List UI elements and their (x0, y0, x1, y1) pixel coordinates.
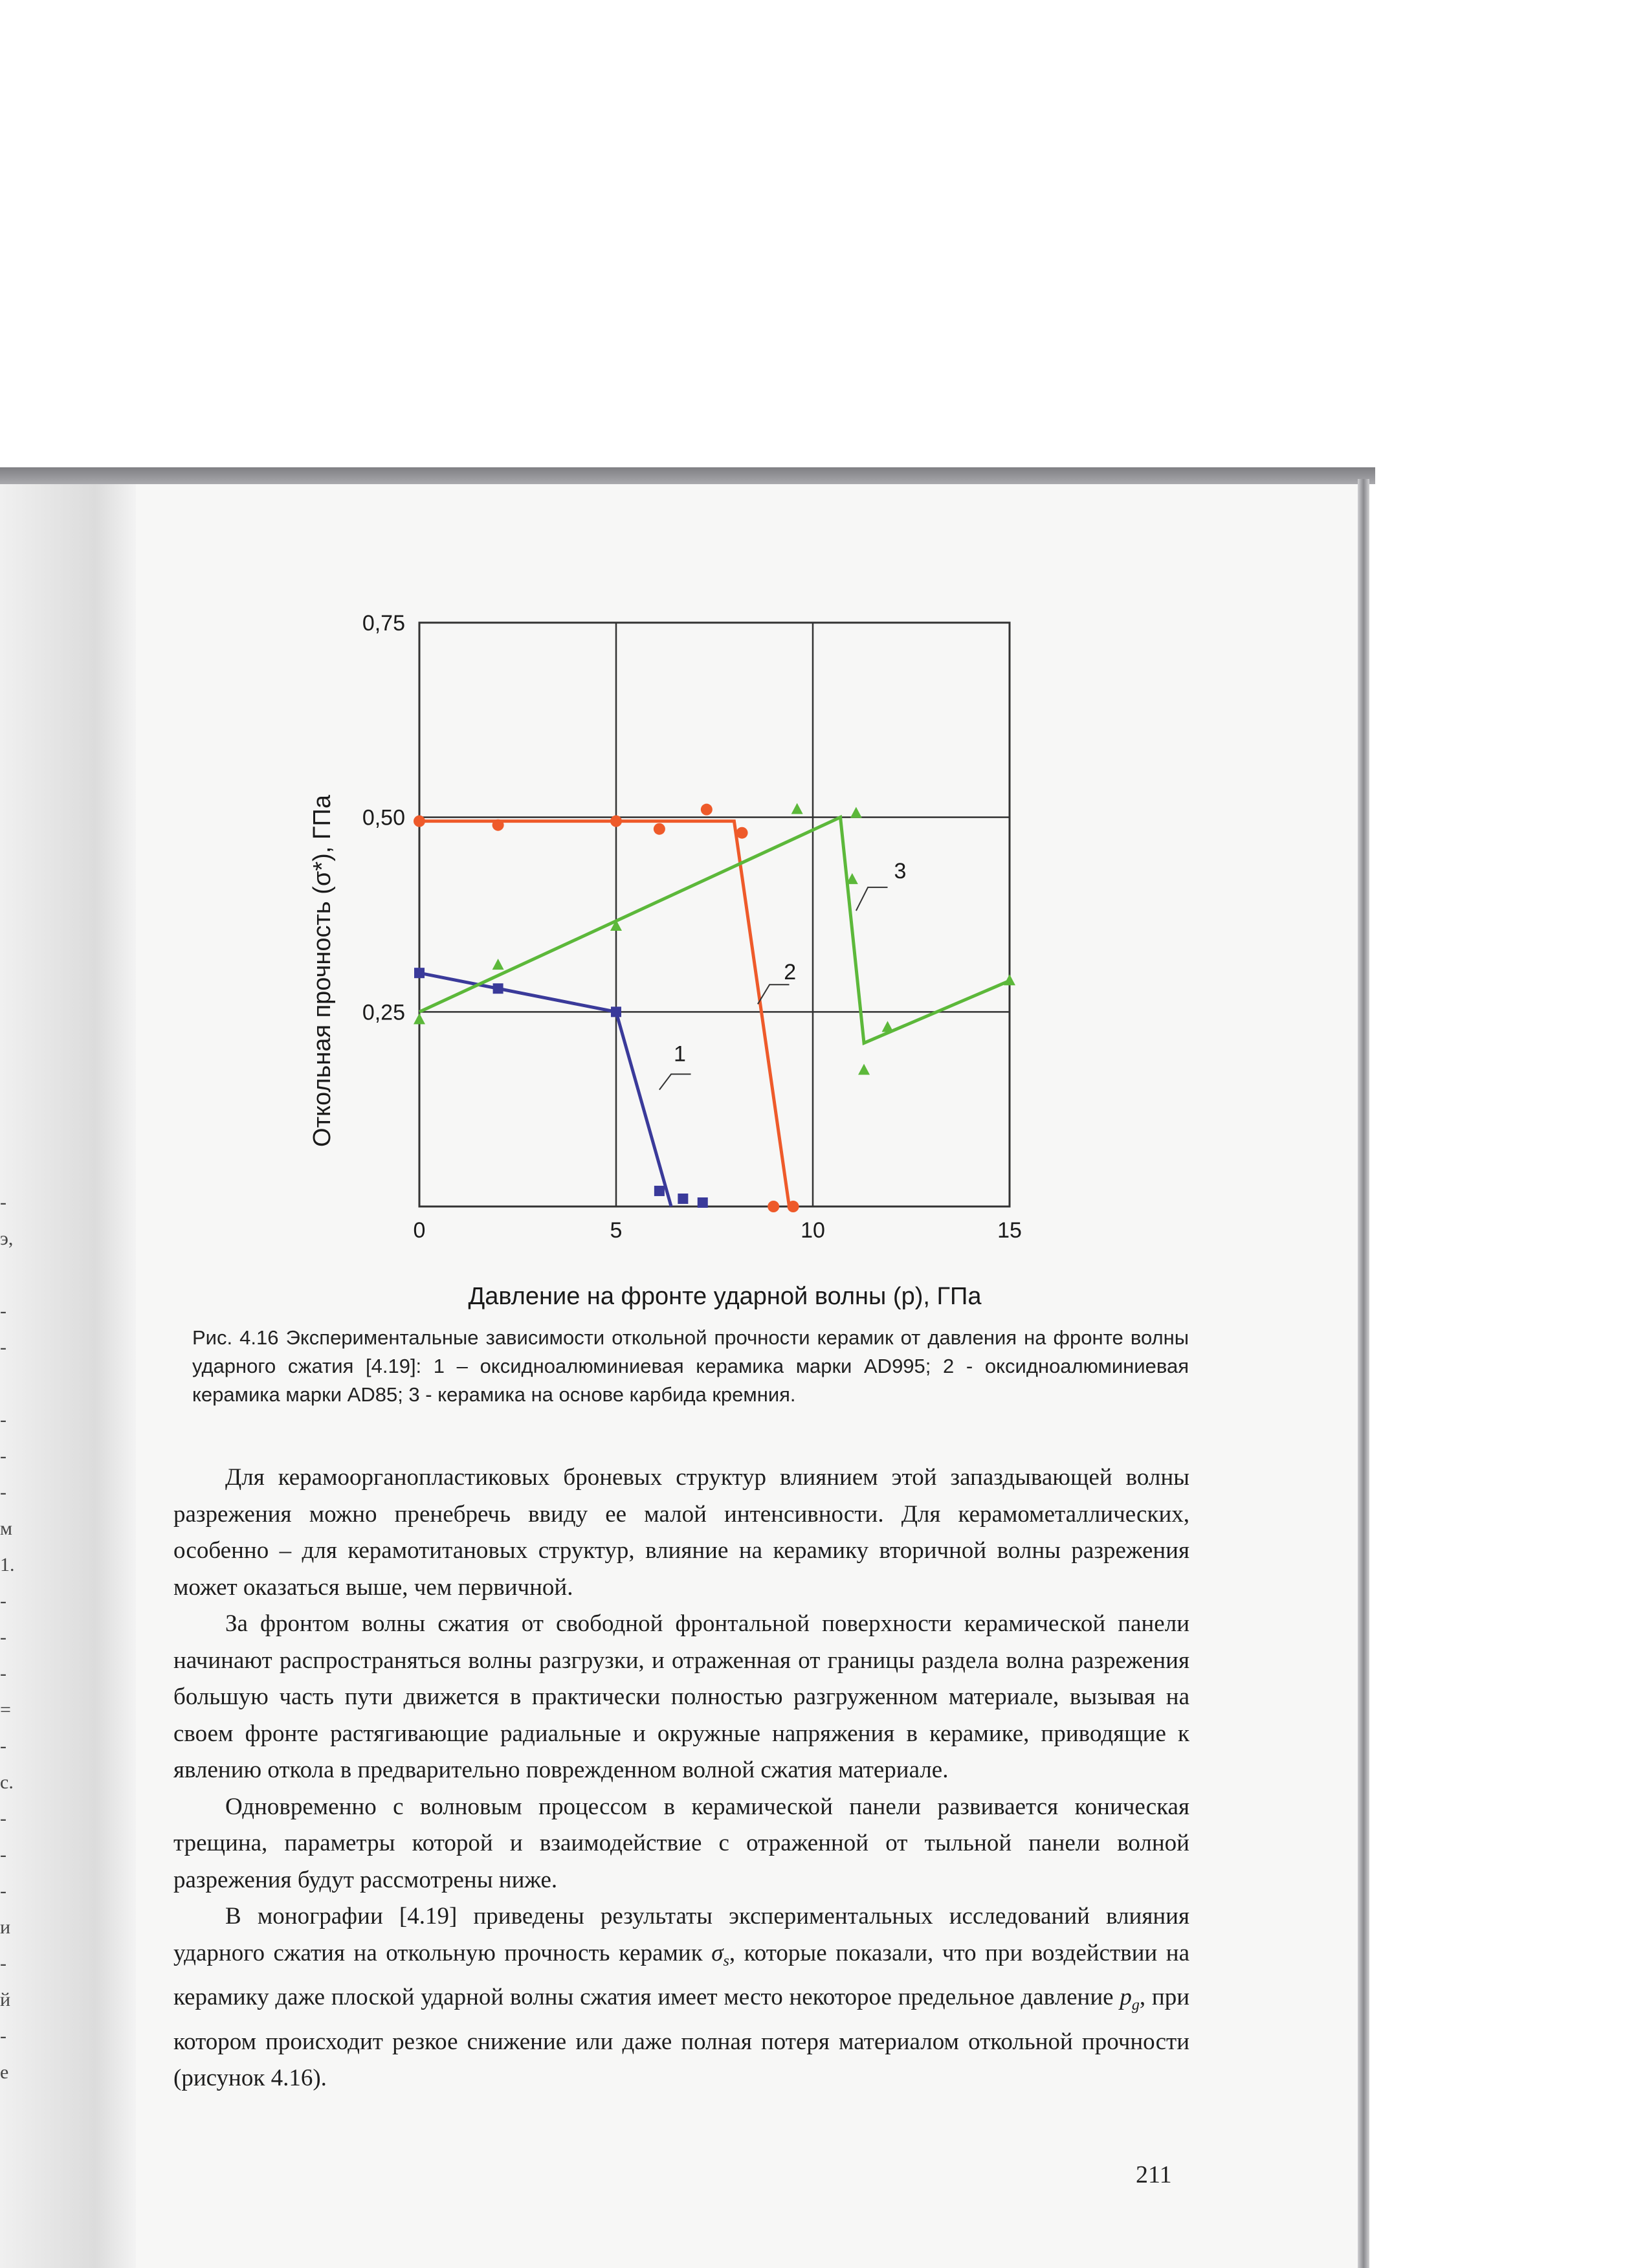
series-2-point (654, 823, 665, 835)
series-3-point (882, 1021, 894, 1032)
series-3-point (850, 807, 862, 818)
plot-frame (419, 623, 1010, 1206)
body-text (173, 1460, 1189, 2097)
ticks-layer (362, 611, 1022, 1243)
series-2-leader (758, 984, 790, 1004)
y-axis-title: Откольная прочность (σ*), ГПа (309, 795, 336, 1147)
series-3-label: 3 (894, 858, 907, 884)
series-2-point (414, 816, 425, 827)
margin-mark: - (0, 2025, 6, 2047)
pressure-subscript: g (1131, 1997, 1140, 2014)
x-tick-label: 5 (610, 1218, 623, 1243)
series-3-point (858, 1064, 870, 1075)
y-tick-label: 0,25 (362, 1000, 405, 1025)
book-top-edge (0, 467, 1375, 484)
paragraph-4-part-c: , при котором происходит резкое снижение или даже полная потеря материалом откольной прочности (рисунок 4.16). (173, 1984, 1189, 2091)
series-2-point (610, 816, 622, 827)
margin-mark: - (0, 1844, 6, 1865)
paragraph-2: За фронтом волны сжатия от свободной фронтальной поверхности керамической панели начинают распространяться волны разгрузки, и отраженная от границы раздела волна разрежения большую часть пути движется в практически полностью разгруженном материале, вызывая на своем фронте растягивающие радиальные и окружные напряжения в керамике, приводящие к явлению откола в предварительно поврежденном волной сжатия материале. (173, 1610, 1189, 1783)
book-right-edge (1358, 479, 1369, 2268)
margin-mark (0, 1257, 26, 1293)
margin-mark: и (0, 1917, 11, 1938)
series-1-leader (659, 1074, 691, 1090)
y-tick-label: 0,75 (362, 611, 405, 636)
series-3-leader (856, 887, 888, 911)
margin-mark: й (0, 1989, 11, 2010)
page-number: 211 (1136, 2161, 1172, 2188)
margin-mark: - (0, 1735, 6, 1757)
series-3-point (414, 1013, 425, 1024)
y-tick-label: 0,50 (362, 805, 405, 830)
margin-mark: - (0, 1627, 6, 1648)
margin-mark: м (0, 1518, 12, 1539)
series-2-point (788, 1201, 799, 1212)
series-2-label: 2 (784, 960, 797, 985)
series-1-point (678, 1194, 688, 1204)
margin-mark: = (0, 1699, 11, 1720)
margin-mark: - (0, 1880, 6, 1902)
x-tick-label: 10 (801, 1218, 825, 1243)
series-2-point (736, 827, 748, 839)
figure-caption: Рис. 4.16 Экспериментальные зависимости откольной прочности керамик от давления на фронте волны ударного сжатия [4.19]: 1 – оксидноалюминиевая керамика марки AD995; 2 - оксидноалюминиевая керамика марки AD85; 3 - керамика на основе карбида кремния. (192, 1326, 1189, 1406)
series-3-point (1004, 974, 1015, 985)
series-2 (414, 804, 799, 1212)
series-1-point (611, 1006, 621, 1017)
margin-mark: - (0, 1409, 6, 1430)
pressure-symbol: p (1120, 1984, 1132, 2010)
spall-strength-chart (291, 602, 1055, 1314)
margin-mark: с. (0, 1772, 14, 1793)
series-3-line (419, 817, 1010, 1043)
series-1-point (493, 983, 503, 994)
series-2-point (768, 1201, 779, 1212)
paragraph-4 (173, 1898, 1189, 2097)
margin-mark: - (0, 1445, 6, 1467)
margin-mark: э, (0, 1228, 14, 1249)
sigma-subscript: s (723, 1952, 729, 1970)
margin-mark: - (0, 1590, 6, 1612)
margin-mark: - (0, 1953, 6, 1974)
series-1-point (698, 1197, 708, 1208)
margin-mark (0, 1366, 26, 1402)
series-2-point (701, 804, 713, 816)
margin-mark: - (0, 1482, 6, 1503)
series-1 (414, 968, 708, 1208)
margin-mark: - (0, 1300, 6, 1322)
series-1-point (414, 968, 425, 978)
series-3-point (791, 803, 803, 814)
sigma-symbol: σ (711, 1939, 724, 1966)
margin-mark: 1. (0, 1554, 15, 1575)
margin-mark: - (0, 1663, 6, 1684)
x-tick-label: 0 (413, 1218, 426, 1243)
margin-mark: - (0, 1808, 6, 1829)
series-1-point (654, 1186, 665, 1196)
paragraph-4-part-a: В монографии [4.19] приведены результаты экспериментальных исследований влияния ударного сжатия на откольную прочность керамик (173, 1903, 1189, 1966)
series-2-point (492, 819, 504, 831)
series-1-label: 1 (673, 1041, 686, 1067)
series-layer (414, 803, 1015, 1212)
series-2-line (419, 821, 790, 1206)
margin-mark: - (0, 1192, 6, 1213)
paragraph-3: Одновременно с волновым процессом в керамической панели развивается коническая трещина, параметры которой и взаимодействие с отраженной от тыльной панели волной разрежения будут рассмотрены ниже. (173, 1793, 1189, 1893)
series-3 (414, 803, 1015, 1075)
series-3-point (492, 959, 504, 970)
series-1-line (419, 973, 671, 1206)
left-margin-marks (0, 1184, 26, 2091)
x-axis-title: Давление на фронте ударной волны (р), ГПа (468, 1283, 982, 1310)
x-tick-label: 15 (997, 1218, 1022, 1243)
margin-mark: - (0, 1337, 6, 1358)
grid-layer (419, 623, 1010, 1206)
paragraph-1: Для керамоорганопластиковых броневых структур влиянием этой запаздывающей волны разрежения можно пренебречь ввиду ее малой интенсивности. Для керамометаллических, особенно – для керамотитановых структур, влияние на керамику вторичной волны разрежения может оказаться выше, чем первичной. (173, 1464, 1189, 1601)
paragraph-4-part-b: , которые показали, что при воздействии на керамику даже плоской ударной волны сжатия имеет место некоторое предельное давление (173, 1939, 1189, 2010)
margin-mark: е (0, 2062, 9, 2083)
